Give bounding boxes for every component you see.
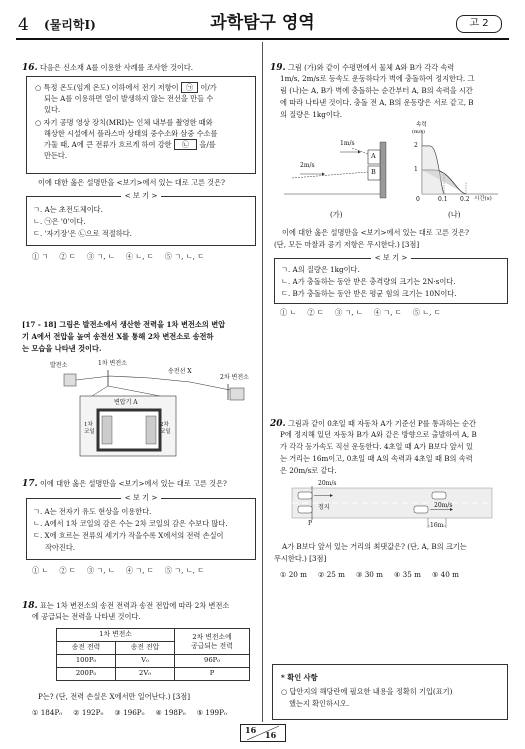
q17-number: 17. — [22, 479, 38, 489]
q19-v2-label: 2m/s — [300, 162, 315, 169]
q16-item2-line3: 가둘 때, A에 큰 전류가 흐르게 하여 강한 — [44, 140, 172, 149]
q20-line4: 는 거리는 16m이고, 0초일 때 A의 속력과 4초일 때 B의 속력 — [280, 454, 473, 463]
q17-choice-5[interactable]: ⑤ ㄱ, ㄴ, ㄷ — [164, 566, 205, 575]
table-cell: 100P₀ — [57, 655, 116, 668]
q20-fig-v4: 20m/s — [434, 502, 453, 509]
q19-number: 19. — [270, 63, 286, 73]
q20-choice-4[interactable]: ④ 35 m — [393, 570, 421, 579]
q16-item2-line1: ○ 자기 공명 영상 장치(MRI)는 인체 내부를 촬영한 때와 — [35, 118, 213, 127]
q1718-line2: 기 A에서 전압을 높여 송전선 X를 통해 2차 변전소로 송전하 — [22, 332, 214, 341]
q19-graph-xlabel: 시간(s) — [474, 196, 492, 202]
q18-th-voltage: 송전 전압 — [116, 642, 175, 655]
q19-choice-3[interactable]: ③ ㄱ, ㄴ — [334, 308, 363, 317]
fig-transformer-label: 변압기 A — [114, 399, 138, 406]
q19-line4: 에 따라 나타낸 것이다. 충돌 전 A, B의 운동량은 서로 같고, B — [280, 98, 474, 107]
q19-v1-label: 1m/s — [340, 140, 355, 147]
q17-bogi-3: ㄷ. X에 흐르는 전류의 세기가 작을수록 X에서의 전력 손실이 — [33, 531, 224, 540]
q19-line1: 그림 (가)와 같이 수평면에서 물체 A와 B가 각각 속력 — [287, 63, 455, 72]
q19-graph-x01: 0.1 — [438, 196, 448, 203]
current-page: 16 — [245, 725, 257, 735]
q18-choice-1[interactable]: ① 184P₀ — [32, 708, 63, 717]
q16-item1-line2: 되는 A를 이용하면 열이 발생하지 않는 전선을 만들 수 — [44, 94, 214, 103]
q16-choice-3[interactable]: ③ ㄱ, ㄴ — [86, 252, 115, 261]
table-cell: 200P₀ — [57, 668, 116, 681]
q16-choice-5[interactable]: ⑤ ㄱ, ㄴ, ㄷ — [164, 252, 205, 261]
q16-item1-line1: ○ 특정 온도(임계 온도) 이하에서 전기 저항이 — [35, 83, 179, 92]
q17-choice-2[interactable]: ② ㄷ — [59, 566, 76, 575]
q19-bogi-2: ㄴ. A가 충돌하는 동안 받은 충격량의 크기는 2N·s이다. — [281, 277, 456, 286]
q20-number: 20. — [270, 419, 286, 429]
q17-choice-4[interactable]: ④ ㄱ, ㄷ — [125, 566, 154, 575]
q20-choice-2[interactable]: ② 25 m — [317, 570, 345, 579]
q16-item2-line2: 해상한 시설에서 플라스마 상태의 중수소와 삼중 수소를 — [44, 129, 218, 138]
q19-graph-x02: 0.2 — [460, 196, 470, 203]
q16-bogi-title: < 보 기 > — [121, 191, 162, 200]
grade-badge: 고 2 — [456, 15, 502, 33]
q17-choice-1[interactable]: ① ㄴ — [32, 566, 49, 575]
fig-coil1-label: 1차 코일 — [84, 422, 95, 436]
q19-graph-y2: 2 — [414, 142, 418, 149]
q17-bogi-title: < 보 기 > — [121, 493, 162, 502]
q19-caption-b: (나) — [448, 210, 461, 219]
q19-choice-2[interactable]: ② ㄷ — [307, 308, 324, 317]
table-row — [57, 655, 250, 668]
q16-bogi-2: ㄴ. ㉠은 '0'이다. — [33, 217, 86, 226]
q19-caption-a: (가) — [330, 210, 343, 219]
q20-choice-3[interactable]: ③ 30 m — [355, 570, 383, 579]
q18-choice-5[interactable]: ⑤ 199P₀ — [196, 708, 227, 717]
q16-choice-2[interactable]: ② ㄷ — [59, 252, 76, 261]
q16-stem: 다음은 신소재 A를 이용한 사례를 조사한 것이다. — [39, 63, 194, 72]
q16-choices — [32, 252, 215, 262]
q18-table — [56, 628, 250, 681]
q17-bogi-3b: 작아진다. — [45, 543, 76, 552]
q16-blank2: ㉡ — [174, 139, 197, 150]
q1718-line3: 는 모습을 나타낸 것이다. — [22, 344, 102, 353]
q20-choice-5[interactable]: ⑤ 40 m — [431, 570, 459, 579]
q16-choice-1[interactable]: ① ㄱ — [32, 252, 49, 261]
fig-sub1-label: 1차 변전소 — [98, 360, 127, 367]
q20-line2: P에 정지해 있던 자동차 B가 A와 같은 방향으로 출발하여 A, B — [280, 430, 477, 439]
q1718-line1: [17 - 18] 그림은 발전소에서 생산한 전력을 1차 변전소의 변압 — [22, 320, 226, 329]
table-cell: 2V₀ — [116, 668, 175, 681]
q17-bogi-box — [26, 493, 256, 560]
q19-question2: (단, 모든 마찰과 공기 저항은 무시한다.) [3점] — [274, 240, 420, 249]
q19-line5: 의 질량은 1kg이다. — [280, 110, 343, 119]
exam-title: 과학탐구 영역 — [210, 13, 315, 33]
q19-graph-y1: 1 — [414, 166, 418, 173]
header-rule — [16, 38, 509, 40]
confirm-line2: 했는지 확인하시오. — [289, 699, 350, 708]
q18-th-power: 송전 전력 — [57, 642, 116, 655]
q19-choice-4[interactable]: ④ ㄱ, ㄷ — [373, 308, 402, 317]
table-cell: P — [175, 668, 250, 681]
fig-line-label: 송전선 X — [168, 368, 192, 375]
q19-question: 이에 대한 옳은 설명만을 <보기>에서 있는 대로 고른 것은? — [282, 228, 469, 237]
q20-line3: 가 각각 등가속도 직선 운동한다. 4초일 때 A가 B보다 앞서 있 — [280, 442, 473, 451]
q19-bogi-box — [274, 253, 508, 304]
q18-choice-4[interactable]: ④ 198P₀ — [155, 708, 186, 717]
q17-choice-3[interactable]: ③ ㄱ, ㄴ — [86, 566, 115, 575]
q20-choice-1[interactable]: ① 20 m — [280, 570, 307, 579]
q20-fig-stop: 정지 — [318, 504, 330, 511]
q18-number: 18. — [22, 601, 38, 611]
q18-question: P는? (단, 전력 손실은 X에서만 일어난다.) [3점] — [38, 692, 191, 701]
page-number: 4 — [18, 15, 29, 35]
column-divider — [262, 42, 263, 722]
q19-graph-origin: 0 — [416, 196, 420, 203]
q20-choices — [280, 570, 470, 580]
q17-bogi-1: ㄱ. A는 전자기 유도 현상을 이용한다. — [33, 507, 152, 516]
table-row — [57, 668, 250, 681]
q16-number: 16. — [22, 63, 38, 73]
q19-choice-1[interactable]: ① ㄴ — [280, 308, 297, 317]
q19-bogi-1: ㄱ. A의 질량은 1kg이다. — [281, 265, 360, 274]
q16-item2-line3b: 을/를 — [199, 140, 216, 149]
q19-bogi-title: < 보 기 > — [371, 253, 412, 262]
page-indicator — [240, 724, 286, 742]
total-pages: 16 — [265, 730, 277, 740]
confirm-line1: ○ 답안지의 해당란에 필요한 내용을 정확히 기입(표기) — [281, 687, 453, 696]
q16-choice-4[interactable]: ④ ㄴ, ㄷ — [125, 252, 154, 261]
q19-figure-b — [404, 122, 504, 208]
q17-choices — [32, 566, 215, 576]
q16-item1-line1b: 이/가 — [200, 83, 217, 92]
q20-fig-distance: 16m — [430, 522, 444, 529]
q18-line2: 에 공급되는 전력을 나타낸 것이다. — [32, 612, 141, 621]
q18-th-sub2: 2차 변전소에 공급되는 전력 — [175, 629, 250, 655]
subject-label: (물리학Ⅰ) — [44, 18, 96, 32]
q19-choices — [280, 308, 452, 318]
q20-figure — [282, 480, 502, 532]
q19-line3: 림 (나)는 A, B가 벽에 충돌하는 순간부터 A, B의 속력을 시간 — [280, 86, 473, 95]
q18-line1: 표는 1차 변전소의 송전 전력과 송전 전압에 따라 2차 변전소 — [39, 601, 230, 610]
q16-bogi-3: ㄷ. '자기장'은 ㉡으로 적절하다. — [33, 229, 132, 238]
fig-coil2-label: 2차 코일 — [160, 422, 171, 436]
q19-bogi-3: ㄷ. B가 충돌하는 동안 받은 평균 힘의 크기는 10N이다. — [281, 289, 457, 298]
q20-question-line2: 무시한다.) [3점] — [274, 554, 327, 563]
q19-figure-a — [282, 134, 402, 208]
q16-item1-line3: 있다. — [44, 105, 61, 114]
table-cell: V₀ — [116, 655, 175, 668]
q20-fig-v0: 20m/s — [318, 480, 337, 487]
q16-blank1: ㉠ — [181, 82, 198, 93]
power-transmission-figure — [50, 360, 260, 460]
q17-bogi-2: ㄴ. A에서 1차 코일의 감은 수는 2차 코일의 감은 수보다 많다. — [33, 519, 228, 528]
q20-fig-p: P — [308, 520, 313, 527]
q19-choice-5[interactable]: ⑤ ㄴ, ㄷ — [412, 308, 441, 317]
q16-info-box — [26, 76, 256, 174]
q19-graph-yunit: (m/s) — [412, 129, 425, 135]
q16-bogi-box — [26, 191, 256, 246]
q17-question: 이에 대한 옳은 설명만을 <보기>에서 있는 대로 고른 것은? — [39, 479, 227, 488]
confirm-title: * 확인 사항 — [281, 673, 318, 682]
q20-line1: 그림과 같이 0초일 때 자동차 A가 기준선 P를 통과하는 순간 — [287, 419, 476, 428]
q16-bogi-1: ㄱ. A는 초전도체이다. — [33, 205, 103, 214]
q20-question-line1: A가 B보다 앞서 있는 거리의 최댓값은? (단, A, B의 크기는 — [282, 542, 467, 551]
q19-label-b: B — [371, 168, 376, 176]
q18-choices — [32, 708, 238, 718]
q19-label-a: A — [371, 152, 376, 160]
q16-question: 이에 대한 옳은 설명만을 <보기>에서 있는 대로 고른 것은? — [38, 178, 225, 187]
q18-choice-2[interactable]: ② 192P₀ — [73, 708, 104, 717]
q19-line2: 1m/s, 2m/s로 등속도 운동하다가 벽에 충돌하여 정지한다. 그 — [280, 74, 475, 83]
fig-plant-label: 발전소 — [50, 362, 68, 369]
q19-graph-ylabel: 속력 — [416, 122, 427, 128]
q20-line5: 은 20m/s로 같다. — [280, 466, 337, 475]
q18-th-sub1: 1차 변전소 — [57, 629, 175, 642]
confirmation-box — [272, 664, 508, 720]
fig-sub2-label: 2차 변전소 — [220, 374, 249, 381]
q18-choice-3[interactable]: ③ 196P₀ — [114, 708, 145, 717]
q16-item2-line4: 만든다. — [44, 151, 68, 160]
table-cell: 96P₀ — [175, 655, 250, 668]
